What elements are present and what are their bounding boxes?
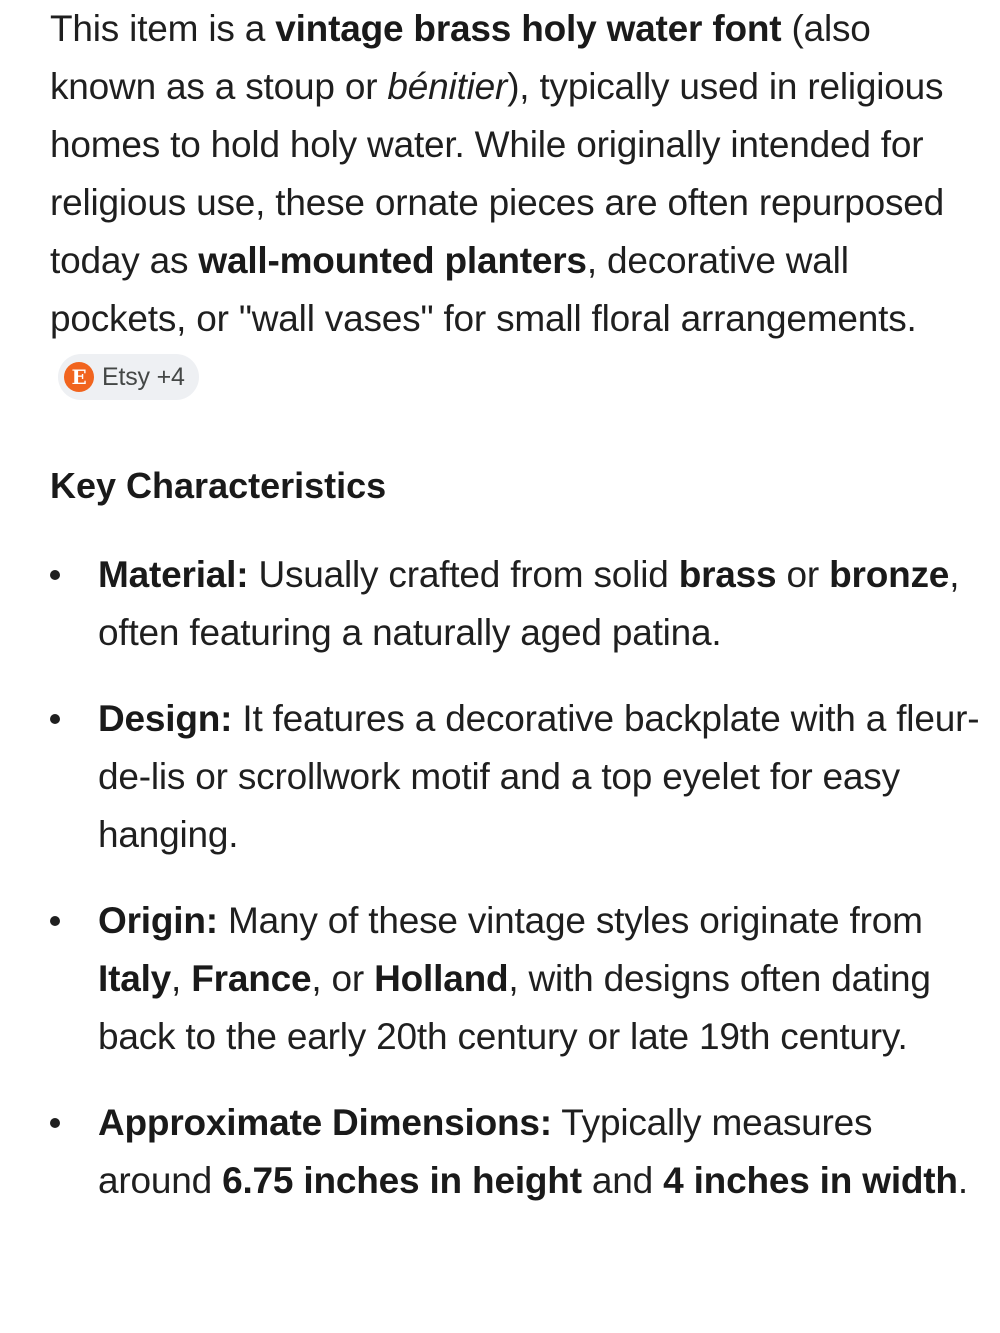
item-text: or <box>776 554 830 595</box>
item-label: Approximate Dimensions: <box>98 1102 552 1143</box>
item-bold: bronze <box>829 554 950 595</box>
section-heading: Key Characteristics <box>50 465 387 506</box>
item-text: Typically measures around <box>98 1102 873 1201</box>
list-item-dimensions <box>50 1094 980 1210</box>
bullet-icon <box>50 916 60 926</box>
intro-bold-repurpose: wall-mounted planters <box>198 240 587 281</box>
item-bold: France <box>191 958 312 999</box>
intro-text: , decorative wall pockets, or "wall vases" for small floral arrangements. <box>50 240 917 339</box>
item-bold: brass <box>678 554 777 595</box>
item-text: , or <box>311 958 375 999</box>
intro-italic-term: bénitier <box>387 66 508 107</box>
item-text: , <box>171 958 192 999</box>
item-text: and <box>581 1160 664 1201</box>
list-item-design <box>50 690 980 864</box>
item-text: . <box>957 1160 968 1201</box>
item-bold: Holland <box>374 958 509 999</box>
item-bold: 4 inches in width <box>663 1160 958 1201</box>
intro-bold-item-name: vintage brass holy water font <box>275 8 782 49</box>
list-item-material <box>50 546 980 662</box>
item-text: Many of these vintage styles originate from <box>217 900 923 941</box>
source-chip-label: Etsy +4 <box>102 362 185 391</box>
item-label: Origin: <box>98 900 218 941</box>
answer-content <box>50 0 980 1201</box>
intro-text: This item is a <box>50 8 276 49</box>
item-text: It features a decorative backplate with a fleur-de-lis or scrollwork motif and a top eyelet for easy hanging. <box>98 698 980 855</box>
item-bold: Italy <box>98 958 172 999</box>
intro-text: ), typically used in religious homes to hold holy water. While originally intended for religious use, these ornate pieces are often repurposed today as <box>50 66 945 281</box>
source-chip-etsy[interactable] <box>58 354 199 400</box>
item-text: , often featuring a naturally aged patina. <box>98 554 960 653</box>
intro-paragraph <box>50 0 980 406</box>
item-text: , with designs often dating back to the early 20th century or late 19th century. <box>98 958 931 1057</box>
item-label: Design: <box>98 698 233 739</box>
characteristics-list <box>50 546 980 1238</box>
list-item-origin <box>50 892 980 1066</box>
bullet-icon <box>50 1118 60 1128</box>
item-text: Usually crafted from solid <box>248 554 679 595</box>
bullet-icon <box>50 570 60 580</box>
item-bold: 6.75 inches in height <box>222 1160 582 1201</box>
etsy-logo-icon: E <box>64 362 94 392</box>
bullet-icon <box>50 714 60 724</box>
intro-text: (also known as a stoup or <box>50 8 871 107</box>
item-label: Material: <box>98 554 249 595</box>
